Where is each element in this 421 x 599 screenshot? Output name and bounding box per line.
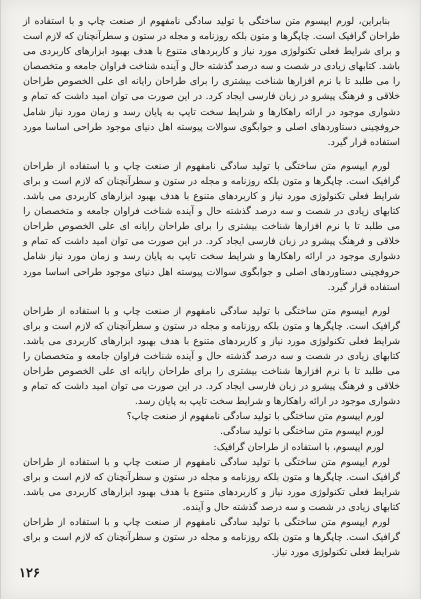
page-body-text (23, 14, 400, 560)
paragraph-4: لورم ایپسوم متن ساختگی با تولید سادگی نامفهوم از صنعت چاپ و با استفاده از طراحان گرافیک است. چاپگرها و متون بلکه روزنامه و مجله در ستون و سطرآنچنان که لازم است و برای شرایط فعلی تکنولوژی مورد نیاز و کاربردهای متنوع با هدف بهبود ابزارهای کاربردی می باشد. کتابهای زیادی در شصت و سه درصد گذشته حال و آینده. (23, 456, 400, 513)
dialogue-line-2: لورم ایپسوم متن ساختگی با تولید سادگی. (220, 426, 384, 438)
paragraph-2: لورم ایپسوم متن ساختگی با تولید سادگی نامفهوم از صنعت چاپ و با استفاده از طراحان گرافیک است. چاپگرها و متون بلکه روزنامه و مجله در ستون و سطرآنچنان که لازم است و برای شرایط فعلی تکنولوژی مورد نیاز و کاربردهای متنوع با هدف بهبود ابزارهای کاربردی می باشد. کتابهای زیادی در شصت و سه درصد گذشته حال و آینده شناخت فراوان جامعه و متخصصان را می طلبد تا با نرم افزارها شناخت بیشتری را برای طراحان رایانه ای علی الخصوص طراحان خلاقی و فرهنگ پیشرو در زبان فارسی ایجاد کرد. در این صورت می توان امید داشت که تمام و دشواری موجود در ارائه راهکارها و شرایط سخت تایپ به پایان رسد و زمان مورد نیاز شامل حروفچینی دستاوردهای اصلی و جوابگوی سوالات پیوسته اهل دنیای موجود طراحی اساسا مورد استفاده قرار گیرد. (23, 160, 400, 293)
dialogue-line-1: لورم ایپسوم متن ساختگی با تولید سادگی نامفهوم از صنعت چاپ؟ (126, 411, 384, 423)
paragraph-spacer (23, 295, 400, 304)
dialogue-line-3: لورم ایپسوم، با استفاده از طراحان گرافیک: (213, 441, 384, 453)
paragraph-spacer (23, 150, 400, 159)
page-number: ۱۲۶ (19, 566, 40, 581)
paragraph-5: لورم ایپسوم متن ساختگی با تولید سادگی نامفهوم از صنعت چاپ و با استفاده از طراحان گرافیک است. چاپگرها و متون بلکه روزنامه و مجله در ستون و سطرآنچنان که لازم است و برای شرایط فعلی تکنولوژی مورد نیاز. (23, 517, 400, 559)
dialogue-block (23, 409, 400, 454)
paragraph-3: لورم ایپسوم متن ساختگی با تولید سادگی نامفهوم از صنعت چاپ و با استفاده از طراحان گرافیک است. چاپگرها و متون بلکه روزنامه و مجله در ستون و سطرآنچنان که لازم است و برای شرایط فعلی تکنولوژی مورد نیاز و کاربردهای متنوع با هدف بهبود ابزارهای کاربردی می باشد. کتابهای زیادی در شصت و سه درصد گذشته حال و آینده شناخت فراوان جامعه و متخصصان را می طلبد تا با نرم افزارها شناخت بیشتری را برای طراحان رایانه ای علی الخصوص طراحان خلاقی و فرهنگ پیشرو در زبان فارسی ایجاد کرد. در این صورت می توان امید داشت که تمام و دشواری موجود در ارائه راهکارها و شرایط سخت تایپ به پایان رسد. (23, 305, 400, 408)
paragraph-1: بنابراین، لورم ایپسوم متن ساختگی با تولید سادگی نامفهوم از صنعت چاپ و با استفاده از طراحان گرافیک است. چاپگرها و متون بلکه روزنامه و مجله در ستون و سطرآنچنان که لازم است و برای شرایط فعلی تکنولوژی مورد نیاز و کاربردهای متنوع با هدف بهبود ابزارهای کاربردی می باشد. کتابهای زیادی در شصت و سه درصد گذشته حال و آینده شناخت فراوان جامعه و متخصصان را می طلبد تا با نرم افزارها شناخت بیشتری را برای طراحان رایانه ای علی الخصوص طراحان خلاقی و فرهنگ پیشرو در زبان فارسی ایجاد کرد. در این صورت می توان امید داشت که تمام و دشواری موجود در ارائه راهکارها و شرایط سخت تایپ به پایان رسد و زمان مورد نیاز شامل حروفچینی دستاوردهای اصلی و جوابگوی سوالات پیوسته اهل دنیای موجود طراحی اساسا مورد استفاده قرار گیرد. (23, 16, 400, 148)
